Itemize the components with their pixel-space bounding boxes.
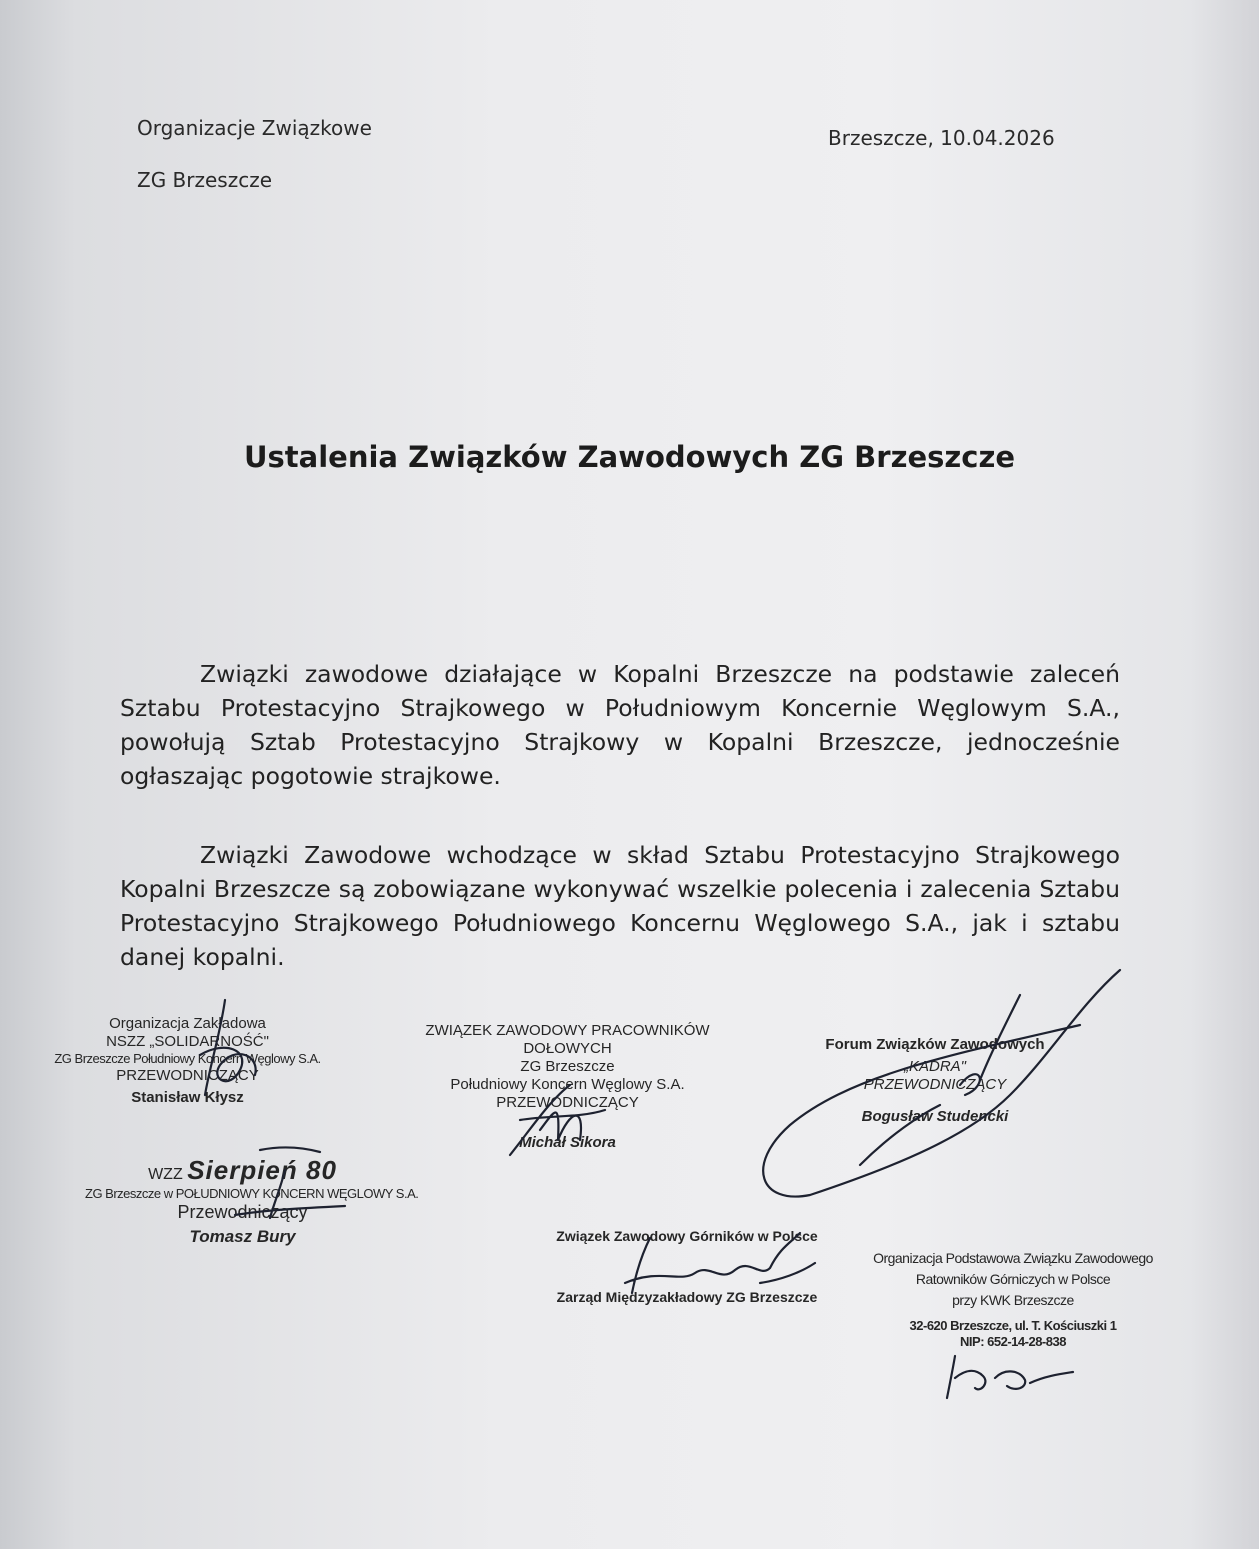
stamp-line: Zarząd Międzyzakładowy ZG Brzeszcze [556, 1288, 818, 1305]
stamp-line: ZG Brzeszcze [520, 1058, 615, 1075]
place-date: Brzeszcze, 10.04.2026 [828, 126, 1055, 150]
stamp-line: NIP: 652-14-28-838 [960, 1333, 1066, 1349]
stamp-name: Bogusław Studencki [861, 1108, 1009, 1125]
stamp-line: Forum Związków Zawodowych [825, 1036, 1045, 1053]
signature-gornikow [620, 1228, 820, 1308]
stamp-role: PRZEWODNICZĄCY [496, 1094, 639, 1111]
stamp-name: Stanisław Kłysz [131, 1088, 244, 1106]
stamp-line: Południowy Koncern Węglowy S.A. [450, 1076, 685, 1093]
sender-org-line1: Organizacje Związkowe [137, 116, 372, 140]
stamp-line: Organizacja Podstawowa Związku Zawodowego [873, 1250, 1153, 1266]
stamp-line: „KADRA" [904, 1058, 966, 1075]
signature-solidarnosc [180, 995, 280, 1105]
stamp-role: Przewodniczący [177, 1201, 308, 1222]
sender-org-line2: ZG Brzeszcze [137, 168, 273, 192]
stamp-line: ZG Brzeszcze w POŁUDNIOWY KONCERN WĘGLOWY S.A. [85, 1186, 419, 1202]
stamp-role: PRZEWODNICZĄCY [116, 1066, 259, 1084]
signature-sierpien [225, 1140, 365, 1230]
document-title: Ustalenia Związków Zawodowych ZG Brzeszcze [243, 440, 1015, 474]
stamp-line: NSZZ „SOLIDARNOŚĆ" [106, 1033, 269, 1050]
sierpien-logo: Sierpień 80 [187, 1155, 337, 1185]
stamp-line: ZWIĄZEK ZAWODOWY PRACOWNIKÓW [425, 1022, 710, 1039]
stamp-line: 32-620 Brzeszcze, ul. T. Kościuszki 1 [909, 1318, 1117, 1334]
stamp-prefix: WZZ [148, 1166, 183, 1183]
paragraph-1: Związki zawodowe działające w Kopalni Brzeszcze na podstawie zaleceń Sztabu Protestacyjno Strajkowego w Południowym Koncernie Węglowym S.A., powołują Sztab Protestacyjno Strajkowy w Kopalni Brzeszcze, jednocześnie ogłaszając pogotowie strajkowe. [120, 660, 1120, 790]
page-edge-shadow [1189, 0, 1259, 1549]
stamp-line: Organizacja Zakładowa [109, 1015, 266, 1032]
stamp-line: Związek Zawodowy Górników w Polsce [556, 1228, 818, 1244]
stamp-line: ZG Brzeszcze Południowy Koncern Węglowy S.A. [54, 1051, 321, 1066]
stamp-name: Michał Sikora [519, 1134, 616, 1151]
paragraph-2: Związki Zawodowe wchodzące w skład Sztabu Protestacyjno Strajkowego Kopalni Brzeszcze są zobowiązane wykonywać wszelkie polecenia i zalecenia Sztabu Protestacyjno Strajkowego Południowego Koncernu Węglowego S.A., jak i sztabu danej kopalni. [120, 841, 1120, 971]
stamp-line: Ratowników Górniczych w Polsce [915, 1270, 1111, 1287]
stamp-role: PRZEWODNICZĄCY [863, 1076, 1007, 1093]
stamp-line: przy KWK Brzeszcze [952, 1291, 1074, 1308]
stamp-ratownikow [858, 1250, 1168, 1350]
stamp-line: DOŁOWYCH [523, 1040, 612, 1057]
signature-ratownikow [935, 1348, 1075, 1408]
stamp-name: Tomasz Bury [189, 1227, 296, 1247]
signature-kadra [750, 965, 1150, 1205]
signature-dolowi [500, 1070, 610, 1165]
